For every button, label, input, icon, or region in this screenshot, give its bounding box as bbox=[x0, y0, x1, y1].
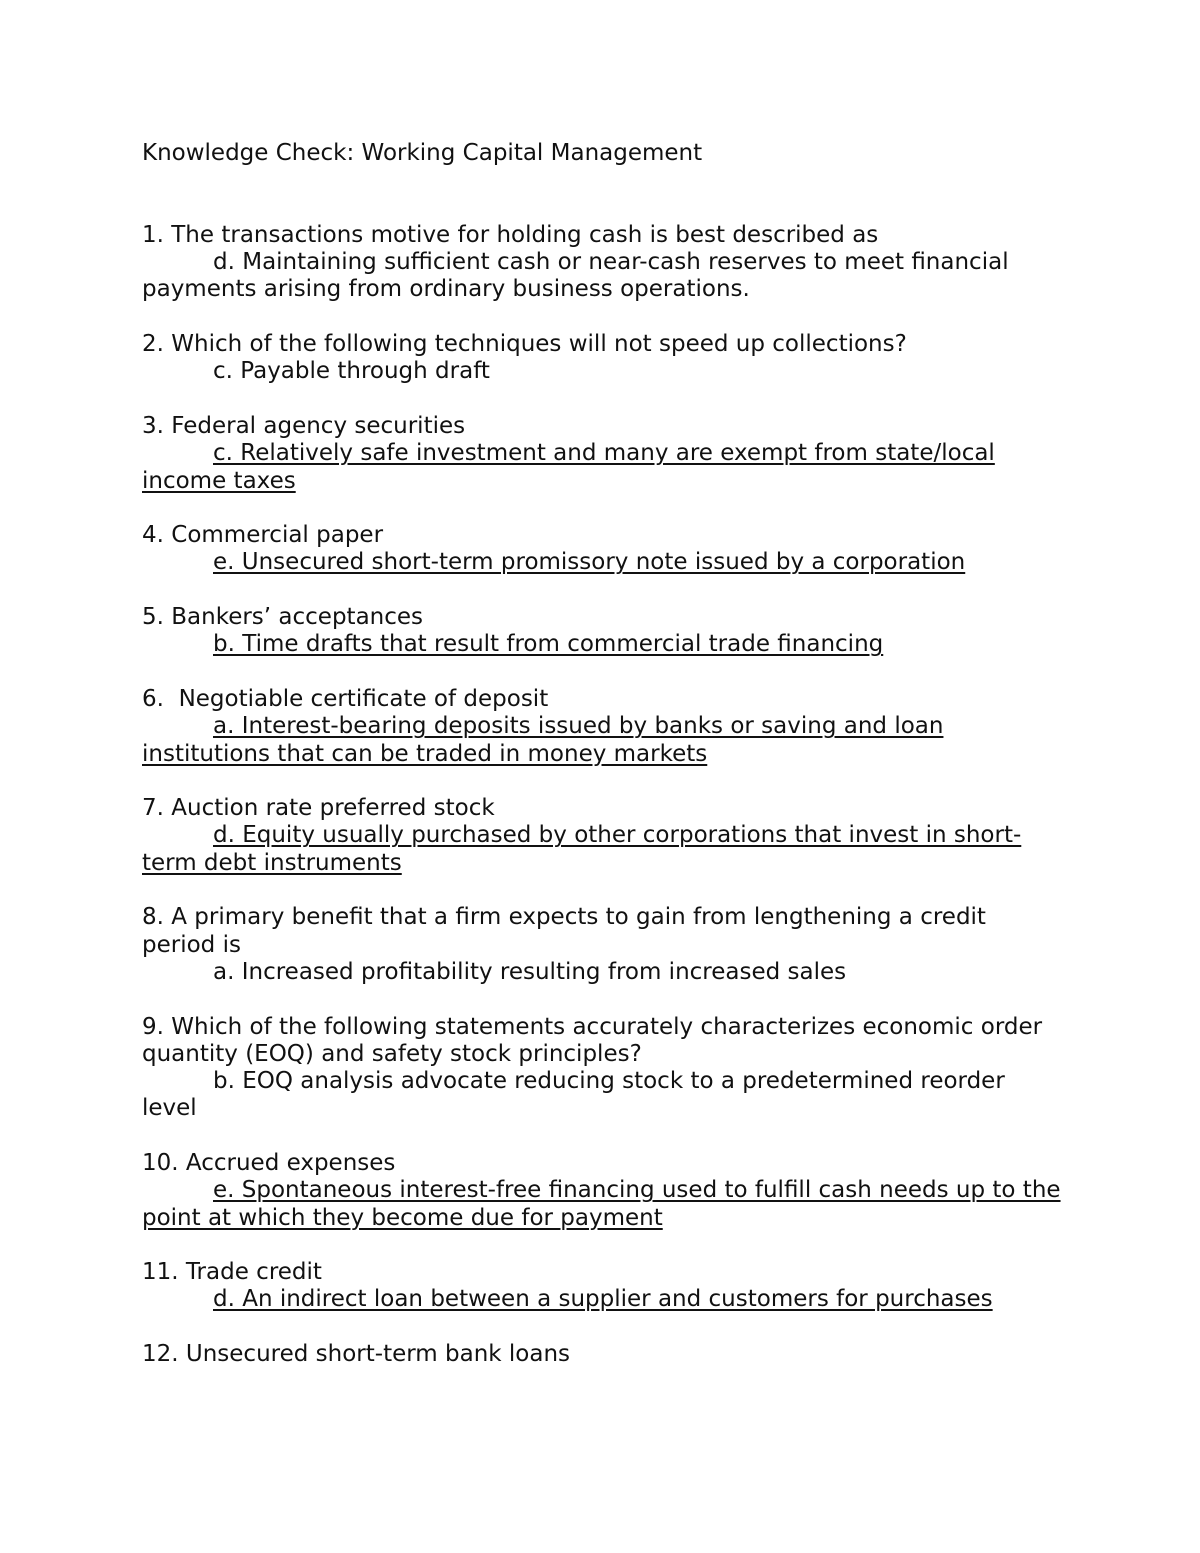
question-item-8 bbox=[142, 904, 1062, 986]
question-text: 4. Commercial paper bbox=[142, 522, 384, 549]
answer-text: a. Increased profitability resulting from increased sales bbox=[213, 958, 847, 985]
document-title: Knowledge Check: Working Capital Management bbox=[142, 140, 703, 166]
question-text: 2. Which of the following techniques will not speed up collections? bbox=[142, 331, 907, 358]
question-item-2 bbox=[142, 331, 1062, 386]
question-text: 3. Federal agency securities bbox=[142, 412, 466, 439]
answer-text: d. Maintaining sufficient cash or near-cash reserves to meet financial payments arising from ordinary business operations. bbox=[142, 249, 1009, 303]
question-item-4 bbox=[142, 522, 1062, 577]
question-item-7 bbox=[142, 795, 1062, 877]
answer-text: d. An indirect loan between a supplier and customers for purchases bbox=[213, 1286, 993, 1313]
answer-text: e. Unsecured short-term promissory note issued by a corporation bbox=[213, 549, 966, 576]
question-text: 11. Trade credit bbox=[142, 1259, 322, 1286]
answer-text: c. Payable through draft bbox=[213, 358, 490, 385]
question-text: 12. Unsecured short-term bank loans bbox=[142, 1341, 571, 1368]
answer-text: a. Interest-bearing deposits issued by banks or saving and loan institutions that can be traded in money markets bbox=[142, 713, 944, 767]
question-text: 9. Which of the following statements accurately characterizes economic order quantity (EOQ) and safety stock principles? bbox=[142, 1013, 1043, 1067]
document-content bbox=[142, 140, 1062, 1396]
question-item-12 bbox=[142, 1341, 1062, 1368]
question-text: 6. Negotiable certificate of deposit bbox=[142, 685, 549, 712]
answer-text: c. Relatively safe investment and many are exempt from state/local income taxes bbox=[142, 440, 995, 494]
answer-text: b. EOQ analysis advocate reducing stock to a predetermined reorder level bbox=[142, 1068, 1005, 1122]
question-item-10 bbox=[142, 1150, 1062, 1232]
question-item-1 bbox=[142, 222, 1062, 304]
question-text: 10. Accrued expenses bbox=[142, 1149, 396, 1176]
question-item-5 bbox=[142, 604, 1062, 659]
question-item-11 bbox=[142, 1259, 1062, 1314]
question-text: 7. Auction rate preferred stock bbox=[142, 795, 495, 822]
question-item-9 bbox=[142, 1014, 1062, 1123]
answer-text: d. Equity usually purchased by other corporations that invest in short-term debt instruments bbox=[142, 822, 1022, 876]
question-text: 8. A primary benefit that a firm expects to gain from lengthening a credit period is bbox=[142, 904, 986, 958]
answer-text: e. Spontaneous interest-free financing used to fulfill cash needs up to the point at which they become due for payment bbox=[142, 1177, 1061, 1231]
question-text: 5. Bankers’ acceptances bbox=[142, 604, 424, 631]
question-item-3 bbox=[142, 413, 1062, 495]
question-item-6 bbox=[142, 686, 1062, 768]
answer-text: b. Time drafts that result from commercial trade financing bbox=[213, 631, 884, 658]
question-text: 1. The transactions motive for holding cash is best described as bbox=[142, 221, 879, 248]
